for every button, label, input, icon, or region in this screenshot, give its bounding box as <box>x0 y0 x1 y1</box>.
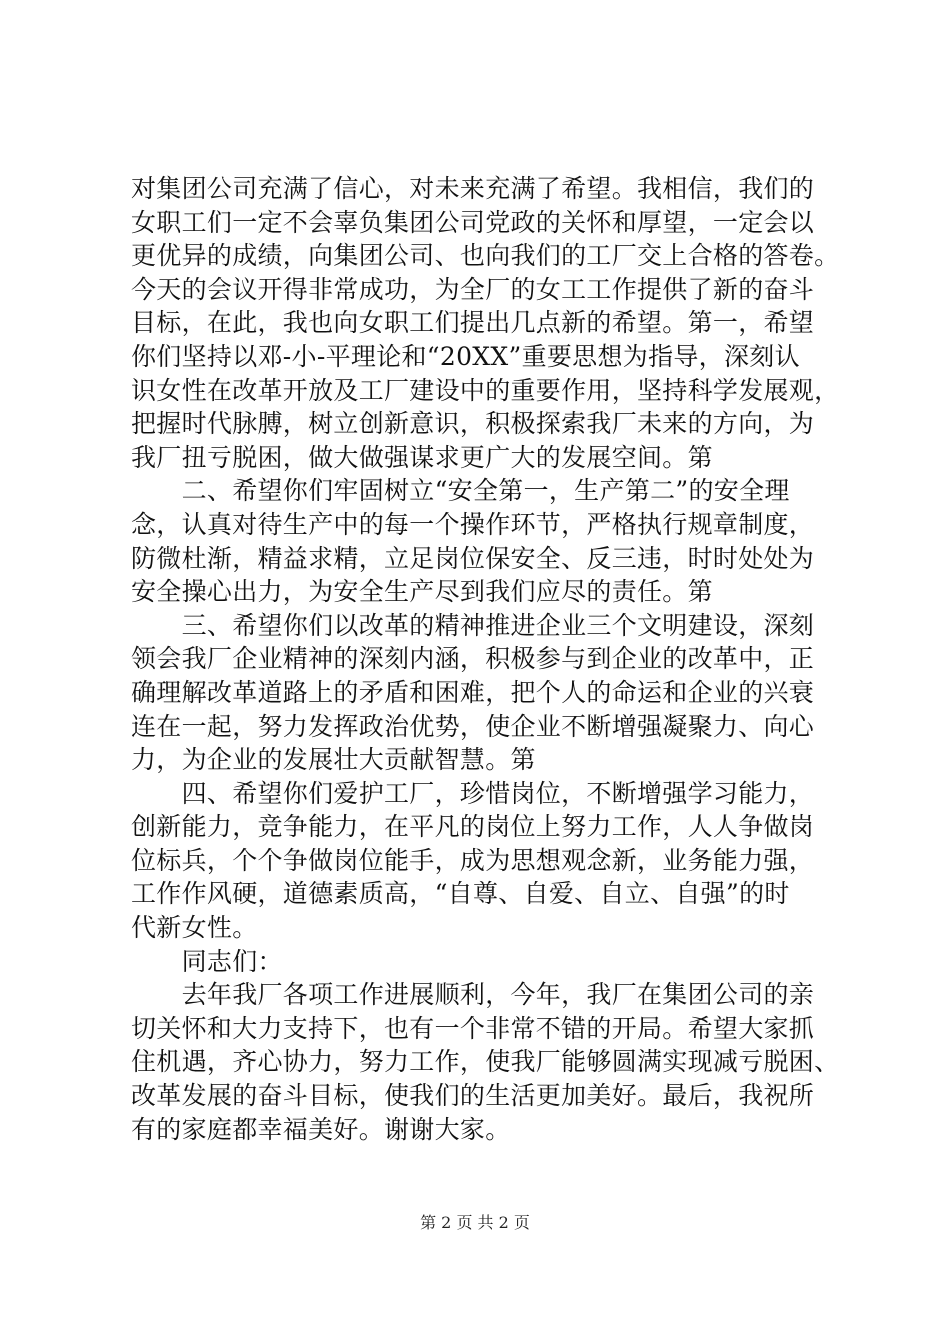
text-line: 识女性在改革开放及工厂建设中的重要作用，坚持科学发展观， <box>131 375 840 405</box>
page-footer: 第 2 页 共 2 页 <box>420 1213 530 1232</box>
text-line: 工作作风硬，道德素质高，“自尊、自爱、自立、自强”的时 <box>131 879 790 909</box>
text-line: 同志们： <box>131 946 283 976</box>
text-line: 连在一起，努力发挥政治优势，使企业不断增强凝聚力、向心 <box>131 711 815 741</box>
text-line: 把握时代脉膊，树立创新意识，积极探索我厂未来的方向，为 <box>131 409 815 439</box>
text-line: 今天的会议开得非常成功，为全厂的女工工作提供了新的奋斗 <box>131 274 815 304</box>
text-line: 力，为企业的发展壮大贡献智慧。第 <box>131 745 536 775</box>
text-line: 我厂扭亏脱困，做大做强谋求更广大的发展空间。第 <box>131 442 713 472</box>
text-line: 防微杜渐，精益求精，立足岗位保安全、反三违，时时处处为 <box>131 543 815 573</box>
text-line: 念，认真对待生产中的每一个操作环节，严格执行规章制度， <box>131 509 815 539</box>
text-line: 女职工们一定不会辜负集团公司党政的关怀和厚望，一定会以 <box>131 207 815 237</box>
text-line: 更优异的成绩，向集团公司、也向我们的工厂交上合格的答卷。 <box>131 241 840 271</box>
text-line: 确理解改革道路上的矛盾和困难，把个人的命运和企业的兴衰 <box>131 677 815 707</box>
text-line: 住机遇，齐心协力，努力工作，使我厂能够圆满实现减亏脱困、 <box>131 1047 840 1077</box>
text-line: 去年我厂各项工作进展顺利，今年，我厂在集团公司的亲 <box>131 980 815 1010</box>
text-line: 你们坚持以邓-小-平理论和“20XX”重要思想为指导，深刻认 <box>131 341 800 371</box>
text-line: 位标兵，个个争做岗位能手，成为思想观念新，业务能力强， <box>131 845 815 875</box>
text-line: 有的家庭都幸福美好。谢谢大家。 <box>131 1114 511 1144</box>
text-line: 二、希望你们牢固树立“安全第一，生产第二”的安全理 <box>131 476 790 506</box>
text-line: 改革发展的奋斗目标，使我们的生活更加美好。最后，我祝所 <box>131 1081 815 1111</box>
text-line: 安全操心出力，为安全生产尽到我们应尽的责任。第 <box>131 577 713 607</box>
text-line: 切关怀和大力支持下，也有一个非常不错的开局。希望大家抓 <box>131 1013 815 1043</box>
text-line: 四、希望你们爱护工厂，珍惜岗位，不断增强学习能力， <box>131 778 815 808</box>
text-line: 代新女性。 <box>131 913 258 943</box>
text-line: 目标，在此，我也向女职工们提出几点新的希望。第一，希望 <box>131 308 815 338</box>
text-line: 领会我厂企业精神的深刻内涵，积极参与到企业的改革中，正 <box>131 644 815 674</box>
text-line: 三、希望你们以改革的精神推进企业三个文明建设，深刻 <box>131 610 815 640</box>
document-body <box>131 172 840 1146</box>
text-line: 对集团公司充满了信心，对未来充满了希望。我相信，我们的 <box>131 174 815 203</box>
text-line: 创新能力，竞争能力，在平凡的岗位上努力工作，人人争做岗 <box>131 812 815 842</box>
